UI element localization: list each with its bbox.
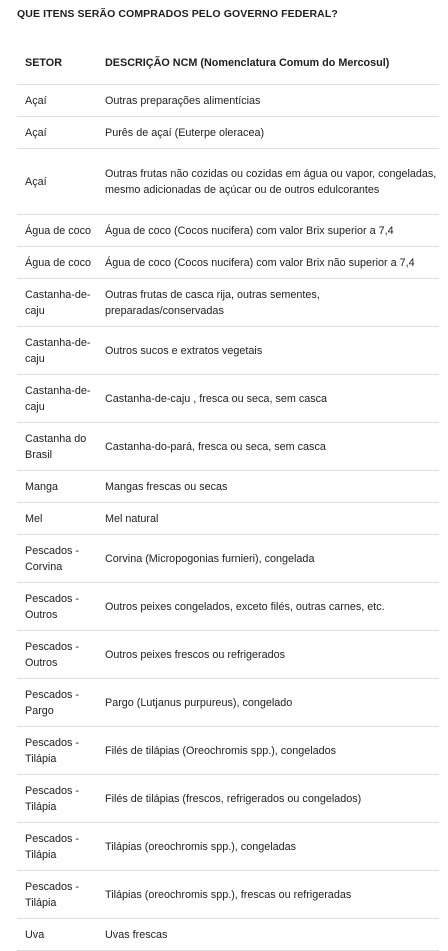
- table-row: [17, 823, 439, 871]
- table-row: [17, 85, 439, 117]
- cell-descricao: Castanha-de-caju , fresca ou seca, sem casca: [98, 375, 439, 423]
- cell-setor: Manga: [17, 471, 98, 503]
- cell-setor: Pescados - Outros: [17, 631, 98, 679]
- cell-descricao: Outras preparações alimentícias: [98, 85, 439, 117]
- cell-setor: Açaí: [17, 85, 98, 117]
- table-row: [17, 327, 439, 375]
- cell-setor: Castanha-de-caju: [17, 375, 98, 423]
- table-row: [17, 871, 439, 919]
- cell-setor: Açaí: [17, 149, 98, 215]
- table-row: [17, 503, 439, 535]
- cell-setor: Pescados - Pargo: [17, 679, 98, 727]
- cell-descricao: Tilápias (oreochromis spp.), frescas ou refrigeradas: [98, 871, 439, 919]
- header-descricao: DESCRIÇÃO NCM (Nomenclatura Comum do Mercosul): [98, 40, 439, 85]
- cell-setor: Mel: [17, 503, 98, 535]
- cell-descricao: Pargo (Lutjanus purpureus), congelado: [98, 679, 439, 727]
- header-setor: SETOR: [17, 40, 98, 85]
- cell-descricao: Outras frutas não cozidas ou cozidas em água ou vapor, congeladas, mesmo adicionadas de açúcar ou de outros edulcorantes: [98, 149, 439, 215]
- table-row: [17, 471, 439, 503]
- table-row: [17, 679, 439, 727]
- cell-setor: Açaí: [17, 117, 98, 149]
- table-row: [17, 775, 439, 823]
- cell-descricao: Outros sucos e extratos vegetais: [98, 327, 439, 375]
- cell-setor: Pescados - Corvina: [17, 535, 98, 583]
- table-row: [17, 631, 439, 679]
- cell-descricao: Castanha-do-pará, fresca ou seca, sem casca: [98, 423, 439, 471]
- cell-setor: Castanha-de-caju: [17, 327, 98, 375]
- products-table: [17, 40, 439, 951]
- cell-setor: Pescados - Tilápia: [17, 823, 98, 871]
- table-row: [17, 919, 439, 951]
- cell-setor: Pescados - Tilápia: [17, 871, 98, 919]
- cell-descricao: Água de coco (Cocos nucifera) com valor Brix não superior a 7,4: [98, 247, 439, 279]
- cell-descricao: Mel natural: [98, 503, 439, 535]
- cell-descricao: Filés de tilápias (Oreochromis spp.), congelados: [98, 727, 439, 775]
- cell-descricao: Outros peixes congelados, exceto filés, outras carnes, etc.: [98, 583, 439, 631]
- table-title: QUE ITENS SERÃO COMPRADOS PELO GOVERNO FEDERAL?: [17, 8, 338, 20]
- cell-setor: Castanha do Brasil: [17, 423, 98, 471]
- cell-setor: Pescados - Tilápia: [17, 727, 98, 775]
- cell-setor: Castanha-de-caju: [17, 279, 98, 327]
- cell-descricao: Mangas frescas ou secas: [98, 471, 439, 503]
- table-row: [17, 279, 439, 327]
- table-row: [17, 149, 439, 215]
- table-row: [17, 583, 439, 631]
- cell-descricao: Outros peixes frescos ou refrigerados: [98, 631, 439, 679]
- table-row: [17, 535, 439, 583]
- cell-setor: Água de coco: [17, 215, 98, 247]
- cell-setor: Pescados - Outros: [17, 583, 98, 631]
- cell-descricao: Corvina (Micropogonias furnieri), congelada: [98, 535, 439, 583]
- cell-descricao: Tilápias (oreochromis spp.), congeladas: [98, 823, 439, 871]
- table-row: [17, 215, 439, 247]
- cell-setor: Uva: [17, 919, 98, 951]
- cell-descricao: Água de coco (Cocos nucifera) com valor Brix superior a 7,4: [98, 215, 439, 247]
- cell-descricao: Purês de açaí (Euterpe oleracea): [98, 117, 439, 149]
- cell-descricao: Uvas frescas: [98, 919, 439, 951]
- table-row: [17, 375, 439, 423]
- table-row: [17, 117, 439, 149]
- table-row: [17, 247, 439, 279]
- table-row: [17, 423, 439, 471]
- cell-descricao: Filés de tilápias (frescos, refrigerados ou congelados): [98, 775, 439, 823]
- table-header-row: [17, 40, 439, 85]
- cell-setor: Água de coco: [17, 247, 98, 279]
- cell-descricao: Outras frutas de casca rija, outras sementes, preparadas/conservadas: [98, 279, 439, 327]
- cell-setor: Pescados - Tilápia: [17, 775, 98, 823]
- table-row: [17, 727, 439, 775]
